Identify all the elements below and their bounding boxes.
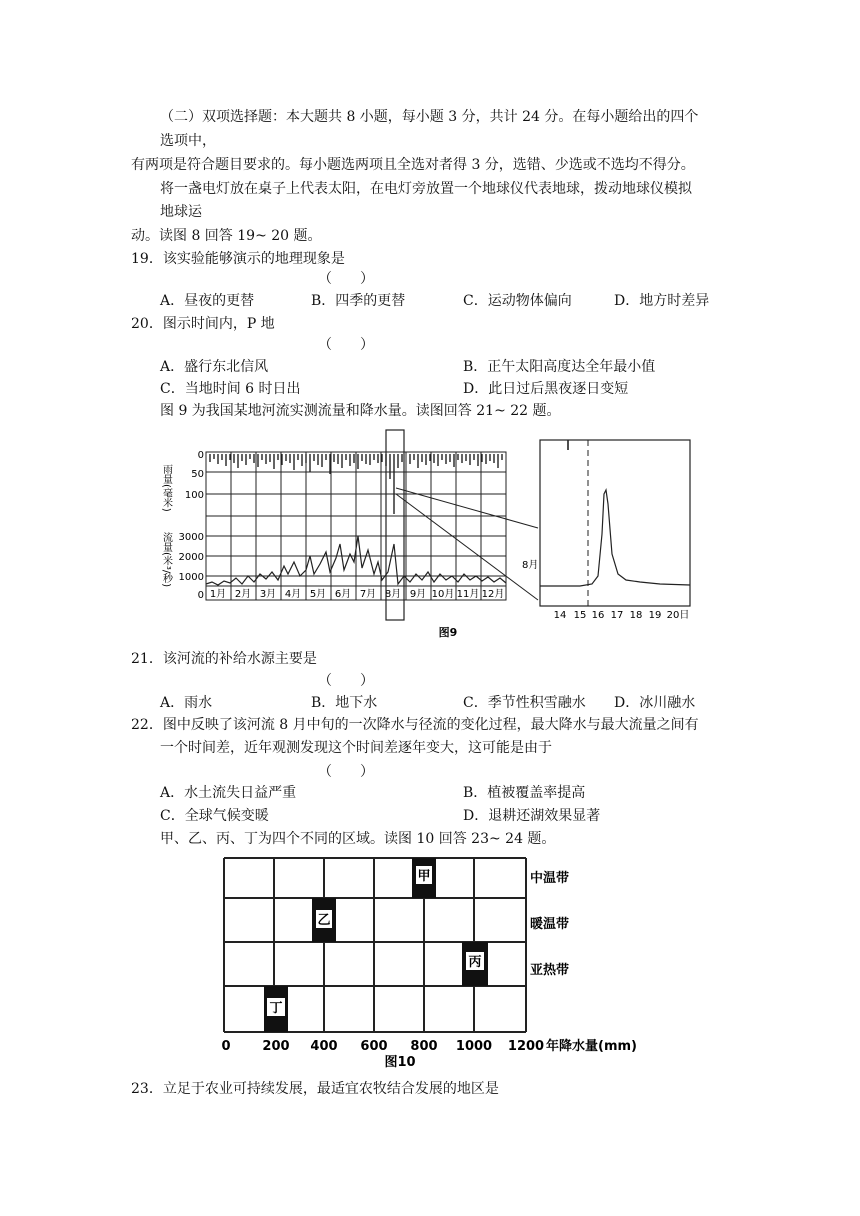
fig10-zone-middle-temperate: 中温带	[530, 871, 570, 886]
question-22-stem-line1: 22．图中反映了该河流 8 月中旬的一次降水与径流的变化过程，最大降水与最大流量之间有	[131, 717, 699, 733]
fig10-xtick-1000: 1000	[455, 1039, 493, 1054]
fig10-label-yi: 乙	[317, 913, 331, 928]
fig10-label-ding: 丁	[269, 1001, 283, 1016]
fig9-month-10: 10月	[431, 589, 455, 600]
question-23-stem: 23．立足于农业可持续发展，最适宜农牧结合发展的地区是	[131, 1081, 499, 1097]
fig10-xtick-600: 600	[360, 1039, 388, 1054]
fig9-inset-month: 8月	[522, 560, 539, 571]
q22-option-a: A．水土流失日益严重	[160, 785, 297, 801]
fig9-month-12: 12月	[481, 589, 505, 600]
question-20-answer-blank: （ ）	[318, 337, 374, 353]
fig10-x-axis-label: 年降水量(mm)	[546, 1039, 637, 1054]
fig9-inset-day-14: 14	[553, 610, 567, 621]
fig9-inset-day-16: 16	[591, 610, 605, 621]
q21-option-c: C．季节性积雪融水	[463, 695, 586, 711]
section-heading-line3: 有两项是符合题目要求的。每小题选两项且全选对者得 3 分，选错、少选或不选均不得分。	[131, 157, 695, 173]
fig10-xtick-800: 800	[410, 1039, 438, 1054]
fig9-month-1: 1月	[209, 589, 227, 600]
fig9-month-11: 11月	[456, 589, 480, 600]
fig9-rain-tick-100: 100	[184, 490, 204, 501]
fig9-inset-day-15: 15	[573, 610, 587, 621]
fig9-flow-tick-1000: 1000	[178, 572, 204, 583]
fig10-zone-warm-temperate: 暖温带	[530, 917, 570, 932]
question-21-answer-blank: （ ）	[318, 673, 374, 689]
fig9-month-2: 2月	[234, 589, 252, 600]
fig9-inset-day-19: 19	[648, 610, 662, 621]
intro-fig8-line1: 将一盏电灯放在桌子上代表太阳，在电灯旁放置一个地球仪代表地球，拨动地球仪模拟	[160, 181, 692, 197]
intro-fig8-line3: 动。读图 8 回答 19~ 20 题。	[131, 228, 322, 244]
intro-fig9: 图 9 为我国某地河流实测流量和降水量。读图回答 21~ 22 题。	[160, 403, 561, 419]
fig9-month-6: 6月	[334, 589, 352, 600]
question-19-answer-blank: （ ）	[318, 271, 374, 287]
figure-10-grid-diagram	[210, 850, 650, 1072]
q22-option-c: C．全球气候变暖	[160, 808, 269, 824]
fig9-rain-tick-50: 50	[191, 469, 204, 480]
q19-option-a: A．昼夜的更替	[160, 293, 255, 309]
q20-option-a: A．盛行东北信风	[160, 359, 269, 375]
q19-option-c: C．运动物体偏向	[463, 293, 572, 309]
fig10-xtick-200: 200	[262, 1039, 290, 1054]
fig9-month-5: 5月	[309, 589, 327, 600]
question-22-answer-blank: （ ）	[318, 764, 374, 780]
fig9-flow-axis-label: 流量(米³/秒)	[160, 532, 172, 588]
fig9-month-9: 9月	[409, 589, 427, 600]
fig9-flow-tick-2000: 2000	[178, 552, 204, 563]
fig9-inset-day-20: 20日	[666, 610, 690, 621]
q21-option-b: B．地下水	[311, 695, 378, 711]
fig10-label-bing: 丙	[468, 955, 482, 970]
q22-option-b: B．植被覆盖率提高	[463, 785, 586, 801]
fig10-label-jia: 甲	[417, 869, 431, 884]
intro-fig8-line2: 地球运	[160, 204, 202, 220]
q20-option-b: B．正午太阳高度达全年最小值	[463, 359, 656, 375]
fig10-zone-subtropical: 亚热带	[530, 963, 570, 978]
fig9-inset-day-18: 18	[629, 610, 643, 621]
fig10-xtick-1200: 1200	[507, 1039, 545, 1054]
question-20-stem: 20．图示时间内，P 地	[131, 316, 275, 332]
fig9-month-3: 3月	[259, 589, 277, 600]
q19-option-b: B．四季的更替	[311, 293, 406, 309]
fig9-caption: 图9	[438, 626, 458, 639]
q22-option-d: D．退耕还湖效果显著	[463, 808, 601, 824]
q21-option-d: D．冰川融水	[614, 695, 696, 711]
q21-option-a: A．雨水	[160, 695, 213, 711]
q19-option-d: D．地方时差异	[614, 293, 710, 309]
question-21-stem: 21．该河流的补给水源主要是	[131, 651, 317, 667]
fig10-caption: 图10	[384, 1055, 416, 1070]
fig10-xtick-400: 400	[310, 1039, 338, 1054]
question-19-stem: 19．该实验能够演示的地理现象是	[131, 251, 345, 267]
fig9-rain-axis-label: 雨量(毫米)	[160, 464, 172, 512]
figure-9-hydrograph	[160, 424, 720, 644]
fig9-inset-day-17: 17	[610, 610, 624, 621]
q20-option-d: D．此日过后黑夜逐日变短	[463, 381, 629, 397]
fig9-rain-tick-0: 0	[197, 450, 204, 461]
intro-fig10: 甲、乙、丙、丁为四个不同的区域。读图 10 回答 23~ 24 题。	[160, 831, 556, 847]
section-heading-line1: （二）双项选择题：本大题共 8 小题，每小题 3 分，共计 24 分。在每小题给出的四个	[160, 109, 699, 125]
fig9-flow-tick-3000: 3000	[178, 532, 204, 543]
fig10-xtick-0: 0	[221, 1039, 231, 1054]
question-22-stem-line2: 一个时间差，近年观测发现这个时间差逐年变大，这可能是由于	[160, 740, 552, 756]
fig9-month-8: 8月	[384, 589, 402, 600]
q20-option-c: C．当地时间 6 时日出	[160, 381, 301, 397]
fig9-month-7: 7月	[359, 589, 377, 600]
fig9-flow-tick-0: 0	[197, 590, 204, 601]
fig9-month-4: 4月	[284, 589, 302, 600]
section-heading-line2: 选项中，	[160, 133, 216, 149]
fig9-inset	[540, 440, 690, 606]
